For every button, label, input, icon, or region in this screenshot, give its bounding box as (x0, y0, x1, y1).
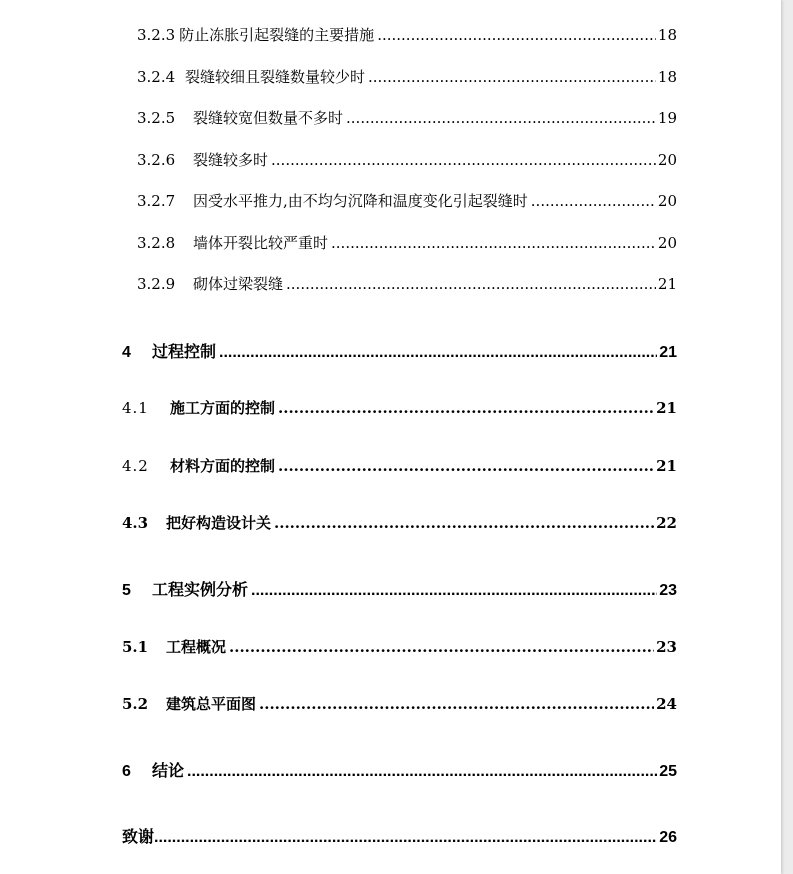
toc-entry-page: 21 (656, 457, 677, 475)
toc-entry-number: 5.2 (122, 695, 149, 713)
toc-entry-title: 裂缝较细且裂缝数量较少时 (185, 68, 366, 86)
toc-dot-leader (346, 109, 656, 127)
toc-entry-title: 结论 (152, 763, 185, 780)
toc-entry-title: 裂缝较宽但数量不多时 (193, 109, 344, 127)
toc-entry-title: 施工方面的控制 (170, 399, 276, 417)
toc-entry-page: 24 (656, 695, 677, 713)
toc-dot-leader (278, 399, 654, 417)
toc-dot-leader (331, 234, 656, 252)
toc-dot-leader (251, 582, 657, 600)
toc-dot-leader (154, 829, 657, 847)
toc-entry-3-2-7[interactable] (137, 190, 677, 210)
toc-dot-leader (531, 192, 656, 210)
toc-entry-title: 把好构造设计关 (166, 514, 272, 532)
toc-section-4-3[interactable] (122, 512, 677, 532)
toc-entry-page: 20 (657, 151, 677, 169)
toc-entry-title: 因受水平推力,由不均匀沉降和温度变化引起裂缝时 (193, 192, 528, 210)
toc-dot-leader (368, 68, 656, 86)
toc-entry-title: 致谢 (122, 829, 155, 846)
toc-entry-title: 工程实例分析 (152, 582, 249, 599)
toc-chapter-5[interactable] (122, 577, 677, 599)
toc-section-4-2[interactable] (122, 455, 677, 475)
toc-dot-leader (229, 638, 654, 656)
toc-entry-title: 防止冻胀引起裂缝的主要措施 (179, 26, 375, 44)
toc-entry-page: 22 (656, 514, 677, 532)
toc-dot-leader (274, 514, 654, 532)
toc-dot-leader (271, 151, 656, 169)
toc-entry-3-2-6[interactable] (137, 149, 677, 169)
toc-entry-number: 4.3 (122, 514, 149, 532)
toc-dot-leader (377, 26, 656, 44)
toc-entry-3-2-5[interactable] (137, 107, 677, 127)
toc-entry-page: 20 (657, 192, 677, 210)
toc-entry-number: 4.2 (122, 457, 149, 475)
toc-entry-number: 4 (122, 344, 131, 361)
toc-entry-number: 3.2.6 (137, 151, 176, 169)
toc-entry-number: 3.2.4 (137, 68, 176, 86)
toc-entry-number: 5 (122, 582, 131, 599)
toc-dot-leader (259, 695, 654, 713)
toc-entry-title: 材料方面的控制 (170, 457, 276, 475)
toc-entry-page: 18 (657, 68, 677, 86)
toc-entry-page: 21 (656, 399, 677, 417)
toc-acknowledgement[interactable] (122, 824, 677, 846)
toc-entry-page: 19 (657, 109, 677, 127)
toc-entry-page: 26 (659, 829, 677, 846)
toc-entry-3-2-9[interactable] (137, 273, 677, 293)
toc-dot-leader (187, 763, 657, 781)
toc-section-4-1[interactable] (122, 397, 677, 417)
toc-dot-leader (278, 457, 654, 475)
toc-entry-number: 3.2.7 (137, 192, 176, 210)
toc-entry-page: 25 (659, 763, 677, 780)
toc-entry-number: 3.2.9 (137, 275, 176, 293)
toc-entry-page: 23 (656, 638, 677, 656)
toc-entry-3-2-3[interactable] (137, 24, 677, 44)
toc-entry-3-2-8[interactable] (137, 232, 677, 252)
toc-entry-title: 裂缝较多时 (193, 151, 269, 169)
toc-entry-page: 23 (659, 582, 677, 599)
toc-entry-page: 18 (657, 26, 677, 44)
toc-entry-number: 3.2.3 (137, 26, 176, 44)
toc-entry-title: 墙体开裂比较严重时 (193, 234, 329, 252)
toc-entry-number: 3.2.8 (137, 234, 176, 252)
toc-chapter-4[interactable] (122, 339, 677, 361)
toc-entry-page: 21 (659, 344, 677, 361)
toc-entry-number: 5.1 (122, 638, 149, 656)
toc-entry-title: 工程概况 (166, 638, 227, 656)
toc-entry-number: 4.1 (122, 399, 149, 417)
toc-entry-title: 过程控制 (152, 344, 217, 361)
toc-entry-page: 21 (657, 275, 677, 293)
toc-entry-number: 3.2.5 (137, 109, 176, 127)
toc-entry-number: 6 (122, 763, 131, 780)
toc-entry-title: 建筑总平面图 (166, 695, 257, 713)
toc-dot-leader (219, 344, 657, 362)
toc-entry-page: 20 (657, 234, 677, 252)
toc-dot-leader (286, 275, 656, 293)
toc-entry-title: 砌体过梁裂缝 (193, 275, 284, 293)
toc-chapter-6[interactable] (122, 758, 677, 780)
toc-section-5-2[interactable] (122, 693, 677, 713)
toc-entry-3-2-4[interactable] (137, 66, 677, 86)
toc-section-5-1[interactable] (122, 636, 677, 656)
